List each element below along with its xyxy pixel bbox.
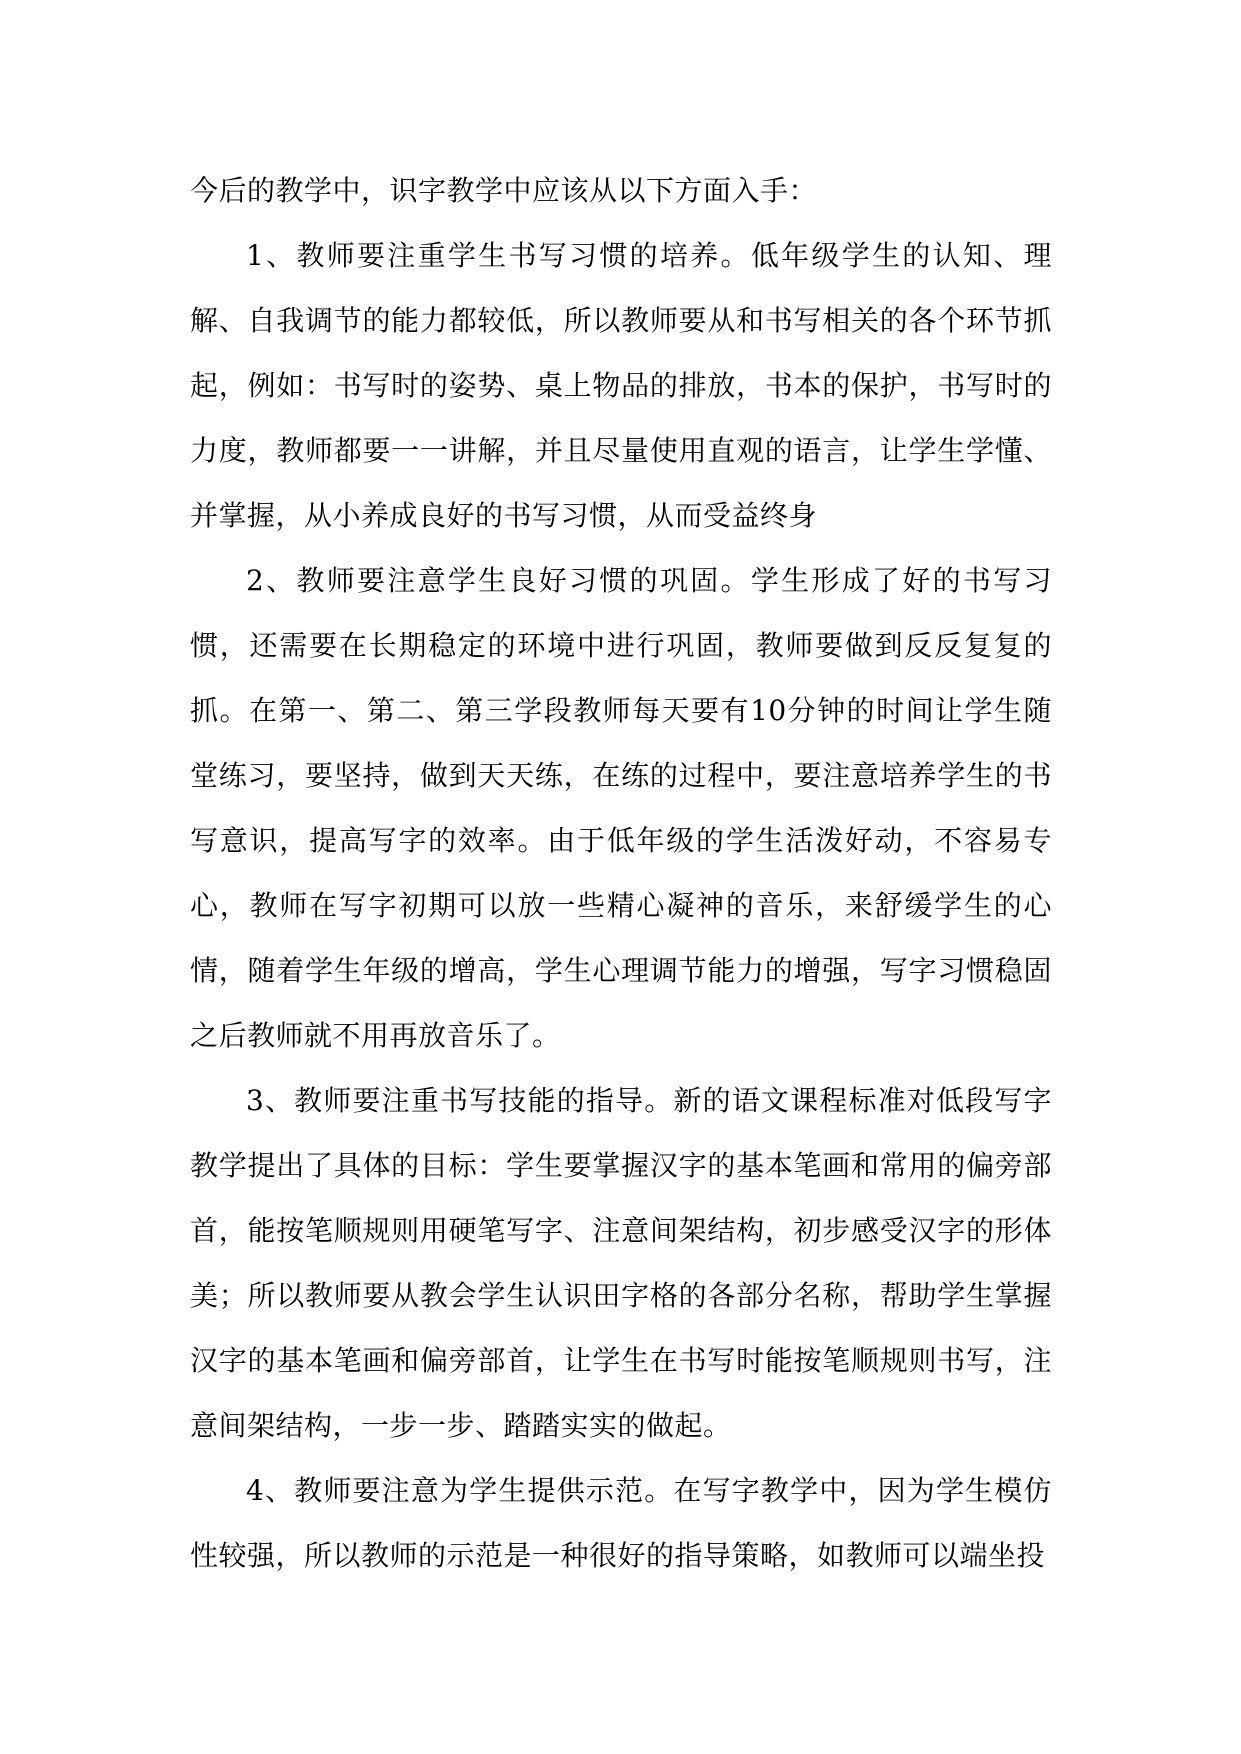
paragraph-point-1: 1、教师要注重学生书写习惯的培养。低年级学生的认知、理解、自我调节的能力都较低，所以教师要从和书写相关的各个环节抓起，例如：书写时的姿势、桌上物品的排放，书本的保护，书写时的力度，教师都要一一讲解，并且尽量使用直观的语言，让学生学懂、并掌握，从小养成良好的书写习惯，从而受益终身 (190, 239, 1052, 532)
paragraph-point-3: 3、教师要注重书写技能的指导。新的语文课程标准对低段写字教学提出了具体的目标：学生要掌握汉字的基本笔画和常用的偏旁部首，能按笔顺规则用硬笔写字、注意间架结构，初步感受汉字的形体美；所以教师要从教会学生认识田字格的各部分名称，帮助学生掌握汉字的基本笔画和偏旁部首，让学生在书写时能按笔顺规则书写，注意间架结构，一步一步、踏踏实实的做起。 (190, 1084, 1052, 1442)
paragraph-intro: 今后的教学中，识字教学中应该从以下方面入手： (190, 174, 818, 207)
document-body (190, 158, 1052, 1588)
paragraph-point-4: 4、教师要注意为学生提供示范。在写字教学中，因为学生模仿性较强，所以教师的示范是一种很好的指导策略，如教师可以端坐投 (190, 1474, 1052, 1572)
paragraph-point-2: 2、教师要注意学生良好习惯的巩固。学生形成了好的书写习惯，还需要在长期稳定的环境中进行巩固，教师要做到反反复复的抓。在第一、第二、第三学段教师每天要有10分钟的时间让学生随堂练习，要坚持，做到天天练，在练的过程中，要注意培养学生的书写意识，提高写字的效率。由于低年级的学生活泼好动，不容易专心，教师在写字初期可以放一些精心凝神的音乐，来舒缓学生的心情，随着学生年级的增高，学生心理调节能力的增强，写字习惯稳固之后教师就不用再放音乐了。 (190, 564, 1052, 1052)
